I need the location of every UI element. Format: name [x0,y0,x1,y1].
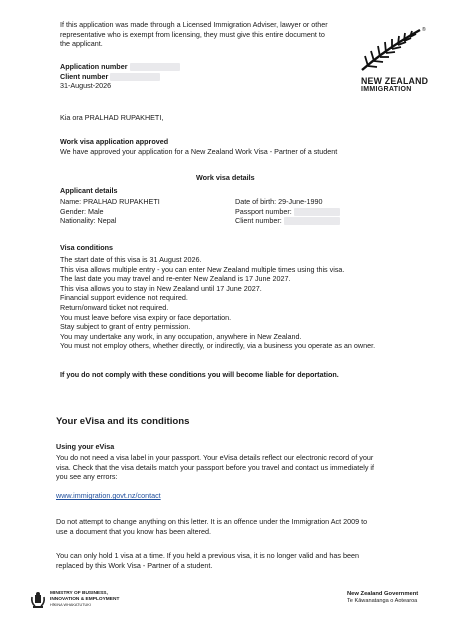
application-block [60,62,180,91]
condition-line: Stay subject to grant of entry permission. [60,322,191,332]
intro-line: representative who is exempt from licensing, they must give this entire document to [60,29,325,39]
nz-government-logo [347,591,447,605]
condition-line: You must not employ others, whether directly, or indirectly, via a business you operate as an owner. [60,341,376,351]
condition-line: The last date you may travel and re-enter New Zealand is 17 June 2027. [60,274,291,284]
paragraph-line: You can only hold 1 visa at a time. If you held a previous visa, it is no longer valid and has been [56,551,359,560]
alteration-paragraph [56,517,367,536]
redacted-client-number [110,73,160,81]
applicant-nationality: Nationality: Nepal [60,216,117,226]
letter-date: 31-August-2026 [60,81,112,91]
govt-line: Te Kāwanatanga o Aotearoa [347,598,418,604]
paragraph-line: visa. Check that the visa details match your passport before you travel and contact us immediately if [56,462,375,472]
contact-link[interactable]: www.immigration.govt.nz/contact [56,491,161,500]
mbie-logo [30,590,170,612]
condition-line: Return/onward ticket not required. [60,302,169,312]
condition-line: You must leave before visa expiry or face deportation. [60,312,232,322]
evisa-heading: Your eVisa and its conditions [56,416,190,427]
client-number-label: Client number: [235,216,282,226]
greeting: Kia ora PRALHAD RUPAKHETI, [60,113,164,122]
visa-conditions-heading: Visa conditions [60,243,113,252]
applicant-details-heading: Applicant details [60,186,118,195]
condition-line: Financial support evidence not required. [60,293,188,303]
redacted-client-number [284,217,340,225]
applicant-details-left [60,197,160,226]
mbie-line: MINISTRY OF BUSINESS, [50,591,108,596]
condition-line: You may undertake any work, in any occupation, anywhere in New Zealand. [60,331,302,341]
logo-wordmark-line: NEW ZEALAND [361,76,429,86]
passport-number-label: Passport number: [235,206,292,216]
condition-line: The start date of this visa is 31 August 2026. [60,255,202,264]
applicant-gender: Gender: Male [60,206,104,216]
date-of-birth: Date of birth: 29-June-1990 [235,197,323,206]
mbie-line: INNOVATION & EMPLOYMENT [50,596,120,602]
client-number-label: Client number [60,71,109,81]
redacted-passport-number [294,208,340,216]
logo-wordmark-line: IMMIGRATION [361,86,412,93]
approval-text: We have approved your application for a New Zealand Work Visa - Partner of a student [60,147,338,156]
intro-line: the applicant. [60,39,103,49]
paragraph-line: use a document that you know has been altered. [56,526,212,536]
approval-title: Work visa application approved [60,137,169,146]
condition-line: This visa allows you to stay in New Zealand until 17 June 2027. [60,283,262,293]
application-number-label: Application number [60,62,128,71]
contact-link-row [56,491,161,501]
immigration-logo [360,26,435,96]
details-title: Work visa details [196,173,255,182]
paragraph-line: replaced by this Work Visa - Partner of a student. [56,560,213,570]
paragraph-line: you see any errors: [56,472,118,482]
applicant-name: Name: PRALHAD RUPAKHETI [60,197,160,206]
redacted-application-number [130,63,180,71]
intro-notice [60,20,360,49]
intro-line: If this application was made through a Licensed Immigration Adviser, lawyer or other [60,20,328,29]
govt-line: New Zealand Government [347,591,419,597]
visa-conditions-list [60,255,375,351]
silver-fern-icon [360,26,424,72]
mbie-line: HĪKINA WHAKATUTUKI [50,602,91,607]
registered-mark: ® [422,27,426,33]
paragraph-line: You do not need a visa label in your passport. Your eVisa details reflect our electronic record of your [56,453,374,462]
condition-line: This visa allows multiple entry - you can enter New Zealand multiple times using this visa. [60,264,345,274]
nz-coat-of-arms-icon [30,591,46,609]
using-evisa-heading: Using your eVisa [56,442,115,451]
evisa-paragraph [56,453,374,482]
visa-replacement-paragraph [56,551,359,570]
deportation-warning: If you do not comply with these conditions you will become liable for deportation. [60,370,339,379]
paragraph-line: Do not attempt to change anything on this letter. It is an offence under the Immigration Act 2009 to [56,517,368,526]
applicant-details-right [235,197,340,226]
